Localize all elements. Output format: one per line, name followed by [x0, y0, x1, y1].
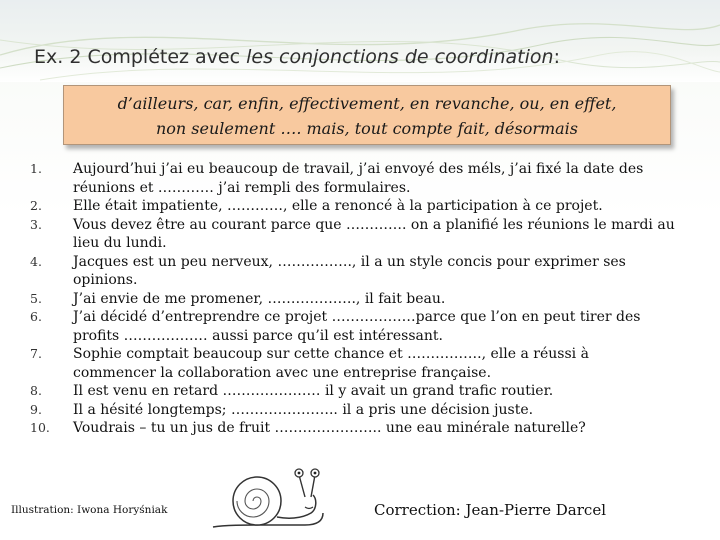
exercise-text: Aujourd’hui j’ai eu beaucoup de travail, j’ai envoyé des méls, j’ai fixé la date des réunions et ………… j’ai rempli des formulaires.	[73, 161, 644, 196]
exercise-number: 7.	[30, 346, 42, 361]
exercise-item	[30, 197, 675, 216]
title-emphasis: les conjonctions de coordination	[246, 46, 554, 68]
exercise-number: 9.	[30, 401, 42, 417]
exercise-item	[30, 216, 675, 253]
conjunctions-line-1: d’ailleurs, car, enfin, effectivement, en revanche, ou, en effet,	[117, 94, 617, 113]
exercise-text: Jacques est un peu nerveux, ……………., il a un style concis pour exprimer ses opinions.	[73, 253, 626, 288]
exercise-number: 10.	[30, 420, 50, 435]
title-prefix: Ex. 2 Complétez avec	[34, 46, 247, 68]
exercise-text: Voudrais – tu un jus de fruit ………………….. une eau minérale naturelle?	[73, 420, 586, 436]
conjunctions-box	[63, 85, 671, 145]
illustration-credit: Illustration: Iwona Horyśniak	[11, 504, 168, 516]
exercise-number: 2.	[30, 198, 42, 213]
exercise-item	[30, 401, 675, 420]
snail-icon	[205, 455, 335, 535]
exercise-item	[30, 160, 675, 197]
exercise-item	[30, 308, 675, 345]
exercise-text: J’ai envie de me promener, ………………., il fait beau.	[73, 290, 446, 307]
exercise-list	[30, 160, 675, 438]
exercise-text: Il a hésité longtemps; ………………….. il a pris une décision juste.	[73, 401, 534, 418]
exercise-number: 3.	[30, 216, 42, 232]
exercise-number: 5.	[30, 290, 42, 306]
exercise-item	[30, 253, 675, 290]
exercise-text: Elle était impatiente, …………, elle a renoncé à la participation à ce projet.	[73, 198, 603, 214]
conjunctions-line-2: non seulement …. mais, tout compte fait, désormais	[155, 119, 579, 138]
exercise-number: 8.	[30, 383, 42, 398]
exercise-text: Vous devez être au courant parce que …………. on a planifié les réunions le mardi au lieu du lundi.	[73, 216, 675, 251]
exercise-item	[30, 345, 675, 382]
exercise-text: Sophie comptait beaucoup sur cette chance et ……………., elle a réussi à commencer la collaboration avec une entreprise française.	[73, 346, 589, 381]
exercise-text: J’ai décidé d’entreprendre ce projet ………………parce que l’on en peut tirer des profits ……………… aussi parce qu’il est intéressant.	[73, 309, 641, 344]
exercise-text: Il est venu en retard ………………… il y avait un grand trafic routier.	[73, 383, 554, 399]
title-suffix: :	[553, 46, 560, 68]
correction-credit: Correction: Jean-Pierre Darcel	[374, 501, 606, 519]
exercise-number: 6.	[30, 309, 42, 324]
exercise-item	[30, 419, 675, 438]
exercise-number: 4.	[30, 253, 42, 269]
page-title	[34, 46, 560, 68]
exercise-item	[30, 290, 675, 309]
exercise-item	[30, 382, 675, 401]
decorative-swirl	[0, 0, 720, 90]
exercise-number: 1.	[30, 161, 42, 176]
